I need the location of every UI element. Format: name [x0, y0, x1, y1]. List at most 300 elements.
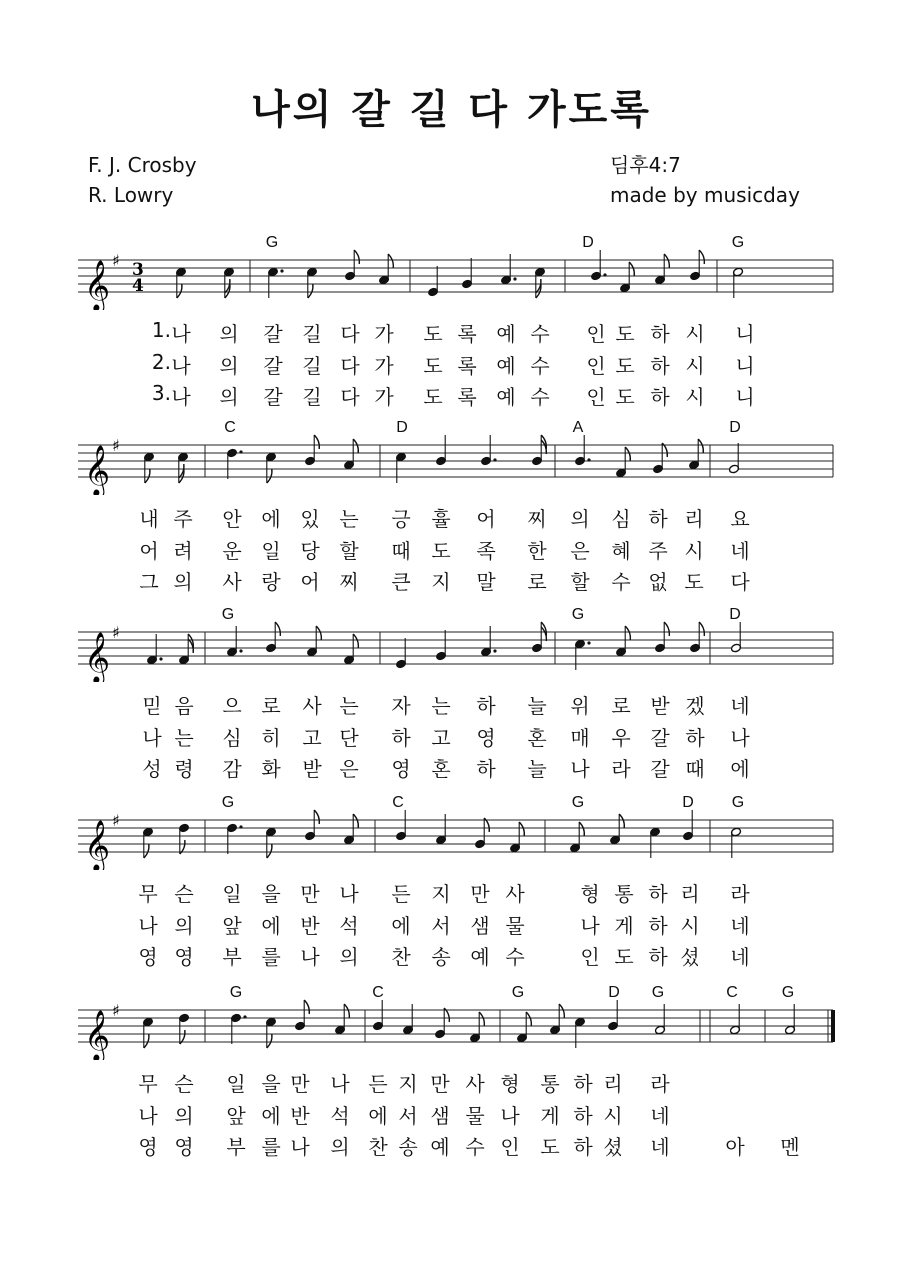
- lyricist: F. J. Crosby: [88, 153, 197, 177]
- note-flag: [275, 622, 280, 636]
- lyric-syllable: 일: [226, 1072, 246, 1096]
- chord-symbol: C: [726, 984, 738, 1001]
- chord-symbol: D: [729, 419, 741, 436]
- music-system-4: [0, 794, 903, 980]
- lyric-syllable: 통: [614, 882, 634, 906]
- note-flag: [699, 622, 704, 636]
- lyric-syllable: 니: [735, 354, 755, 378]
- lyric-syllable: 물: [465, 1104, 485, 1128]
- lyric-syllable: 든: [391, 882, 411, 906]
- key-sharp-icon: ♯: [112, 1001, 120, 1020]
- note-flag: [479, 1012, 484, 1026]
- lyric-syllable: 라: [650, 1072, 670, 1096]
- lyric-syllable: 무: [138, 882, 158, 906]
- note-flag: [177, 284, 182, 298]
- lyric-syllable: 록: [457, 354, 477, 378]
- note-flag: [267, 844, 272, 858]
- lyric-syllable: 하: [476, 757, 496, 781]
- music-system-3: [0, 606, 903, 792]
- lyric-syllable: 어: [300, 570, 320, 594]
- note-flag: [145, 469, 150, 483]
- lyric-syllable: 찌: [527, 507, 547, 531]
- lyric-syllable: 려: [173, 539, 193, 563]
- lyric-syllable: 나: [171, 354, 191, 378]
- lyric-line-verse-1: [0, 690, 903, 720]
- lyric-syllable: 없: [648, 570, 668, 594]
- note-dot: [603, 273, 606, 276]
- verse-number: 1.: [151, 318, 171, 342]
- lyric-syllable: 말: [476, 570, 496, 594]
- lyric-syllable: 네: [730, 539, 750, 563]
- lyric-syllable: 나: [300, 945, 320, 969]
- chord-symbol: A: [572, 419, 584, 436]
- lyric-syllable: 고: [431, 726, 451, 750]
- note-dot: [587, 458, 590, 461]
- lyric-syllable: 늘: [527, 757, 547, 781]
- lyric-syllable: 에: [261, 914, 281, 938]
- note-dot: [239, 450, 242, 453]
- lyric-syllable: 다: [340, 322, 360, 346]
- lyric-syllable: 인: [586, 322, 606, 346]
- chord-symbol: G: [229, 984, 243, 1001]
- lyric-syllable: 혜: [611, 539, 631, 563]
- lyric-syllable: 찌: [339, 570, 359, 594]
- lyric-syllable: 하: [648, 945, 668, 969]
- note-flag: [267, 469, 272, 483]
- note-flag: [388, 254, 393, 268]
- note-dot: [239, 825, 242, 828]
- lyric-syllable: 의: [339, 945, 359, 969]
- note-flag: [664, 622, 669, 636]
- lyric-syllable: 슨: [174, 882, 194, 906]
- lyric-syllable: 인: [586, 385, 606, 409]
- lyric-syllable: 시: [680, 914, 700, 938]
- lyric-syllable: 영: [476, 726, 496, 750]
- lyric-line-verse-2: [0, 910, 903, 940]
- lyric-syllable: 때: [391, 539, 411, 563]
- treble-clef-icon: 𝄞: [84, 260, 111, 310]
- chord-symbol: G: [651, 984, 665, 1001]
- lyric-syllable: 시: [684, 539, 704, 563]
- note-dot: [243, 1015, 246, 1018]
- lyric-syllable: 우: [611, 726, 631, 750]
- note-flag: [625, 447, 630, 461]
- lyric-syllable: 하: [648, 882, 668, 906]
- note-flag: [144, 844, 149, 858]
- note-flag: [699, 250, 704, 264]
- note-flag: [267, 1034, 272, 1048]
- composer: R. Lowry: [88, 183, 174, 207]
- lyric-syllable: 갈: [263, 385, 283, 409]
- lyric-syllable: 무: [138, 1072, 158, 1096]
- lyric-syllable: 에: [368, 1104, 388, 1128]
- chord-symbol: G: [221, 794, 235, 811]
- lyric-syllable: 석: [339, 914, 359, 938]
- lyric-syllable: 앞: [222, 914, 242, 938]
- chord-symbol: D: [682, 794, 694, 811]
- note-flag: [619, 814, 624, 828]
- note-flag: [144, 1034, 149, 1048]
- lyric-syllable: 가: [374, 385, 394, 409]
- lyric-syllable: 영: [138, 1135, 158, 1159]
- lyric-syllable: 나: [570, 757, 590, 781]
- lyric-syllable: 도: [423, 385, 443, 409]
- chord-symbol: G: [221, 606, 235, 623]
- lyric-line-verse-1: [0, 1068, 903, 1098]
- lyric-syllable: 지: [398, 1072, 418, 1096]
- lyric-syllable: 주: [648, 539, 668, 563]
- lyric-syllable: 나: [142, 726, 162, 750]
- credits-right: [610, 150, 800, 210]
- lyric-syllable: 때: [685, 757, 705, 781]
- lyric-syllable: 네: [730, 914, 750, 938]
- lyric-syllable: 하: [648, 507, 668, 531]
- lyric-syllable: 를: [261, 1135, 281, 1159]
- lyric-syllable: 심: [222, 726, 242, 750]
- lyric-syllable: 긍: [391, 507, 411, 531]
- chord-symbol: D: [582, 234, 594, 251]
- staff-svg: [0, 990, 903, 1060]
- key-sharp-icon: ♯: [112, 623, 120, 642]
- lyric-syllable: 매: [570, 726, 590, 750]
- lyric-syllable: 네: [650, 1135, 670, 1159]
- lyric-syllable: 하: [650, 385, 670, 409]
- lyric-syllable: 의: [173, 570, 193, 594]
- lyric-syllable: 요: [730, 507, 750, 531]
- lyric-syllable: 멘: [780, 1135, 800, 1159]
- note-flag: [664, 254, 669, 268]
- lyric-syllable: 물: [505, 914, 525, 938]
- note-flag: [519, 822, 524, 836]
- music-system-5: [0, 984, 903, 1170]
- lyric-syllable: 랑: [261, 570, 281, 594]
- note-flag: [353, 634, 358, 648]
- lyric-line-verse-3: [0, 753, 903, 783]
- lyric-syllable: 리: [680, 882, 700, 906]
- lyric-line-verse-1: [0, 503, 903, 533]
- arranger-credit: made by musicday: [610, 183, 800, 207]
- note-dot: [493, 649, 496, 652]
- lyric-syllable: 리: [684, 507, 704, 531]
- lyric-syllable: 반: [290, 1104, 310, 1128]
- lyric-syllable: 의: [174, 914, 194, 938]
- lyric-syllable: 부: [222, 945, 242, 969]
- lyric-syllable: 겠: [685, 694, 705, 718]
- lyric-syllable: 을: [261, 1072, 281, 1096]
- lyric-syllable: 하: [391, 726, 411, 750]
- lyric-syllable: 시: [685, 385, 705, 409]
- lyric-syllable: 지: [431, 882, 451, 906]
- lyric-syllable: 게: [614, 914, 634, 938]
- lyric-syllable: 예: [496, 354, 516, 378]
- lyric-syllable: 도: [615, 322, 635, 346]
- lyric-line-verse-3: [0, 381, 903, 411]
- lyric-syllable: 나: [730, 726, 750, 750]
- lyric-line-verse-1: [0, 878, 903, 908]
- lyric-syllable: 라: [611, 757, 631, 781]
- staff-svg: [0, 425, 903, 495]
- lyric-syllable: 수: [530, 322, 550, 346]
- lyric-line-verse-2: [0, 1100, 903, 1130]
- lyric-syllable: 앞: [226, 1104, 246, 1128]
- key-sharp-icon: ♯: [112, 251, 120, 270]
- lyric-syllable: 는: [431, 694, 451, 718]
- note-flag: [625, 626, 630, 640]
- lyric-syllable: 셨: [680, 945, 700, 969]
- key-sharp-icon: ♯: [112, 811, 120, 830]
- lyric-syllable: 도: [540, 1135, 560, 1159]
- lyric-syllable: 든: [368, 1072, 388, 1096]
- lyric-syllable: 수: [611, 570, 631, 594]
- lyric-syllable: 수: [530, 354, 550, 378]
- lyric-syllable: 예: [496, 385, 516, 409]
- lyric-syllable: 하: [573, 1135, 593, 1159]
- lyric-syllable: 할: [570, 570, 590, 594]
- lyric-syllable: 만: [290, 1072, 310, 1096]
- chord-symbol: D: [729, 606, 741, 623]
- lyric-line-verse-2: [0, 535, 903, 565]
- lyric-syllable: 찬: [391, 945, 411, 969]
- lyric-syllable: 나: [500, 1104, 520, 1128]
- lyric-syllable: 게: [540, 1104, 560, 1128]
- lyric-syllable: 내: [139, 507, 159, 531]
- lyric-syllable: 일: [222, 882, 242, 906]
- lyric-syllable: 로: [611, 694, 631, 718]
- song-title: 나의 갈 길 다 가도록: [251, 87, 652, 133]
- lyric-syllable: 니: [735, 322, 755, 346]
- lyric-syllable: 지: [431, 570, 451, 594]
- lyric-syllable: 다: [730, 570, 750, 594]
- lyric-syllable: 하: [685, 726, 705, 750]
- lyric-syllable: 형: [500, 1072, 520, 1096]
- note-flag: [354, 250, 359, 264]
- lyric-syllable: 길: [302, 385, 322, 409]
- lyric-syllable: 일: [261, 539, 281, 563]
- lyric-syllable: 어: [476, 507, 496, 531]
- lyric-syllable: 는: [174, 726, 194, 750]
- lyric-syllable: 다: [340, 385, 360, 409]
- lyric-syllable: 로: [261, 694, 281, 718]
- chord-symbol: G: [731, 234, 745, 251]
- lyric-syllable: 도: [684, 570, 704, 594]
- lyric-syllable: 가: [374, 322, 394, 346]
- time-signature-bottom: 4: [132, 276, 144, 296]
- lyric-syllable: 찬: [368, 1135, 388, 1159]
- lyric-syllable: 단: [339, 726, 359, 750]
- lyric-syllable: 아: [725, 1135, 745, 1159]
- lyric-syllable: 할: [339, 539, 359, 563]
- lyric-syllable: 그: [139, 570, 159, 594]
- lyric-syllable: 네: [730, 694, 750, 718]
- lyric-syllable: 고: [302, 726, 322, 750]
- lyric-syllable: 믿: [142, 694, 162, 718]
- chord-symbol: D: [608, 984, 620, 1001]
- lyric-syllable: 나: [339, 882, 359, 906]
- lyric-syllable: 도: [614, 945, 634, 969]
- lyric-syllable: 큰: [391, 570, 411, 594]
- lyric-syllable: 을: [261, 882, 281, 906]
- lyric-syllable: 음: [174, 694, 194, 718]
- note-flag: [353, 814, 358, 828]
- chord-symbol: C: [392, 794, 404, 811]
- music-system-2: [0, 419, 903, 605]
- lyric-syllable: 갈: [263, 322, 283, 346]
- lyric-line-verse-3: [0, 941, 903, 971]
- lyric-syllable: 사: [505, 882, 525, 906]
- lyric-syllable: 샘: [430, 1104, 450, 1128]
- lyric-syllable: 화: [261, 757, 281, 781]
- lyric-syllable: 하: [573, 1072, 593, 1096]
- lyric-syllable: 는: [339, 507, 359, 531]
- staff-svg: [0, 240, 903, 310]
- lyric-syllable: 심: [611, 507, 631, 531]
- lyric-syllable: 사: [222, 570, 242, 594]
- chord-symbol: G: [265, 234, 279, 251]
- lyric-syllable: 운: [222, 539, 242, 563]
- note-flag: [579, 822, 584, 836]
- lyric-syllable: 송: [431, 945, 451, 969]
- note-flag: [316, 626, 321, 640]
- note-flag: [559, 1004, 564, 1018]
- lyric-syllable: 시: [603, 1104, 623, 1128]
- lyric-syllable: 나: [171, 385, 191, 409]
- lyric-syllable: 길: [302, 354, 322, 378]
- note-flag: [698, 439, 703, 453]
- lyric-syllable: 석: [330, 1104, 350, 1128]
- note-flag: [308, 284, 313, 298]
- key-sharp-icon: ♯: [112, 436, 120, 455]
- lyric-syllable: 주: [173, 507, 193, 531]
- lyric-syllable: 으: [222, 694, 242, 718]
- lyric-syllable: 사: [465, 1072, 485, 1096]
- treble-clef-icon: 𝄞: [84, 1010, 111, 1060]
- lyric-syllable: 다: [340, 354, 360, 378]
- lyric-syllable: 를: [261, 945, 281, 969]
- lyric-line-verse-3: [0, 566, 903, 596]
- lyric-syllable: 혼: [431, 757, 451, 781]
- lyric-syllable: 의: [219, 322, 239, 346]
- lyric-syllable: 나: [171, 322, 191, 346]
- lyric-syllable: 위: [570, 694, 590, 718]
- chord-symbol: D: [396, 419, 408, 436]
- lyric-syllable: 인: [580, 945, 600, 969]
- lyric-syllable: 에: [730, 757, 750, 781]
- note-flag: [304, 1000, 309, 1014]
- music-system-1: [0, 234, 903, 420]
- lyric-syllable: 샘: [470, 914, 490, 938]
- lyric-syllable: 감: [222, 757, 242, 781]
- lyric-syllable: 만: [470, 882, 490, 906]
- lyric-syllable: 나: [138, 1104, 158, 1128]
- lyric-syllable: 만: [430, 1072, 450, 1096]
- lyric-syllable: 받: [650, 694, 670, 718]
- lyric-syllable: 반: [300, 914, 320, 938]
- lyric-syllable: 에: [261, 507, 281, 531]
- chord-symbol: C: [372, 984, 384, 1001]
- verse-number: 3.: [151, 381, 171, 405]
- lyric-syllable: 가: [374, 354, 394, 378]
- lyric-syllable: 에: [261, 1104, 281, 1128]
- lyric-syllable: 나: [580, 914, 600, 938]
- chord-symbol: G: [781, 984, 795, 1001]
- scripture-reference: 딤후4:7: [610, 153, 681, 177]
- lyric-syllable: 당: [300, 539, 320, 563]
- lyric-syllable: 수: [530, 385, 550, 409]
- chord-symbol: G: [511, 984, 525, 1001]
- lyric-syllable: 영: [391, 757, 411, 781]
- note-flag: [526, 1012, 531, 1026]
- lyric-syllable: 통: [540, 1072, 560, 1096]
- lyric-syllable: 니: [735, 385, 755, 409]
- lyric-syllable: 하: [650, 354, 670, 378]
- lyric-syllable: 하: [650, 322, 670, 346]
- lyric-syllable: 송: [398, 1135, 418, 1159]
- chord-symbol: G: [731, 794, 745, 811]
- lyric-syllable: 인: [500, 1135, 520, 1159]
- note-dot: [239, 649, 242, 652]
- lyric-syllable: 영: [174, 1135, 194, 1159]
- treble-clef-icon: 𝄞: [84, 820, 111, 870]
- lyric-syllable: 는: [339, 694, 359, 718]
- lyric-syllable: 한: [527, 539, 547, 563]
- note-dot: [587, 641, 590, 644]
- lyric-line-verse-2: [0, 722, 903, 752]
- lyric-syllable: 은: [339, 757, 359, 781]
- note-flag: [314, 435, 319, 449]
- lyric-syllable: 록: [457, 322, 477, 346]
- lyric-syllable: 족: [476, 539, 496, 563]
- lyric-syllable: 네: [730, 945, 750, 969]
- lyric-syllable: 예: [496, 322, 516, 346]
- lyric-syllable: 도: [431, 539, 451, 563]
- note-dot: [159, 657, 162, 660]
- lyric-syllable: 도: [423, 354, 443, 378]
- lyric-syllable: 영: [138, 945, 158, 969]
- lyric-syllable: 로: [527, 570, 547, 594]
- lyric-syllable: 의: [174, 1104, 194, 1128]
- chord-symbol: G: [571, 794, 585, 811]
- lyric-syllable: 사: [302, 694, 322, 718]
- lyric-syllable: 휼: [431, 507, 451, 531]
- note-flag: [353, 439, 358, 453]
- lyric-syllable: 성: [142, 757, 162, 781]
- lyric-syllable: 길: [302, 322, 322, 346]
- chord-symbol: G: [571, 606, 585, 623]
- lyric-syllable: 시: [685, 322, 705, 346]
- lyric-syllable: 도: [615, 354, 635, 378]
- note-dot: [280, 269, 283, 272]
- lyric-syllable: 수: [505, 945, 525, 969]
- lyric-syllable: 네: [650, 1104, 670, 1128]
- lyric-syllable: 부: [226, 1135, 246, 1159]
- note-flag: [344, 1004, 349, 1018]
- lyric-syllable: 서: [398, 1104, 418, 1128]
- lyric-syllable: 하: [476, 694, 496, 718]
- lyric-syllable: 의: [219, 385, 239, 409]
- lyric-syllable: 령: [174, 757, 194, 781]
- lyric-syllable: 어: [139, 539, 159, 563]
- lyric-syllable: 리: [603, 1072, 623, 1096]
- lyric-syllable: 서: [431, 914, 451, 938]
- staff-svg: [0, 800, 903, 870]
- lyric-syllable: 안: [222, 507, 242, 531]
- lyric-syllable: 나: [330, 1072, 350, 1096]
- lyric-syllable: 하: [648, 914, 668, 938]
- note-dot: [513, 277, 516, 280]
- lyric-syllable: 하: [573, 1104, 593, 1128]
- lyric-syllable: 슨: [174, 1072, 194, 1096]
- chord-symbol: C: [224, 419, 236, 436]
